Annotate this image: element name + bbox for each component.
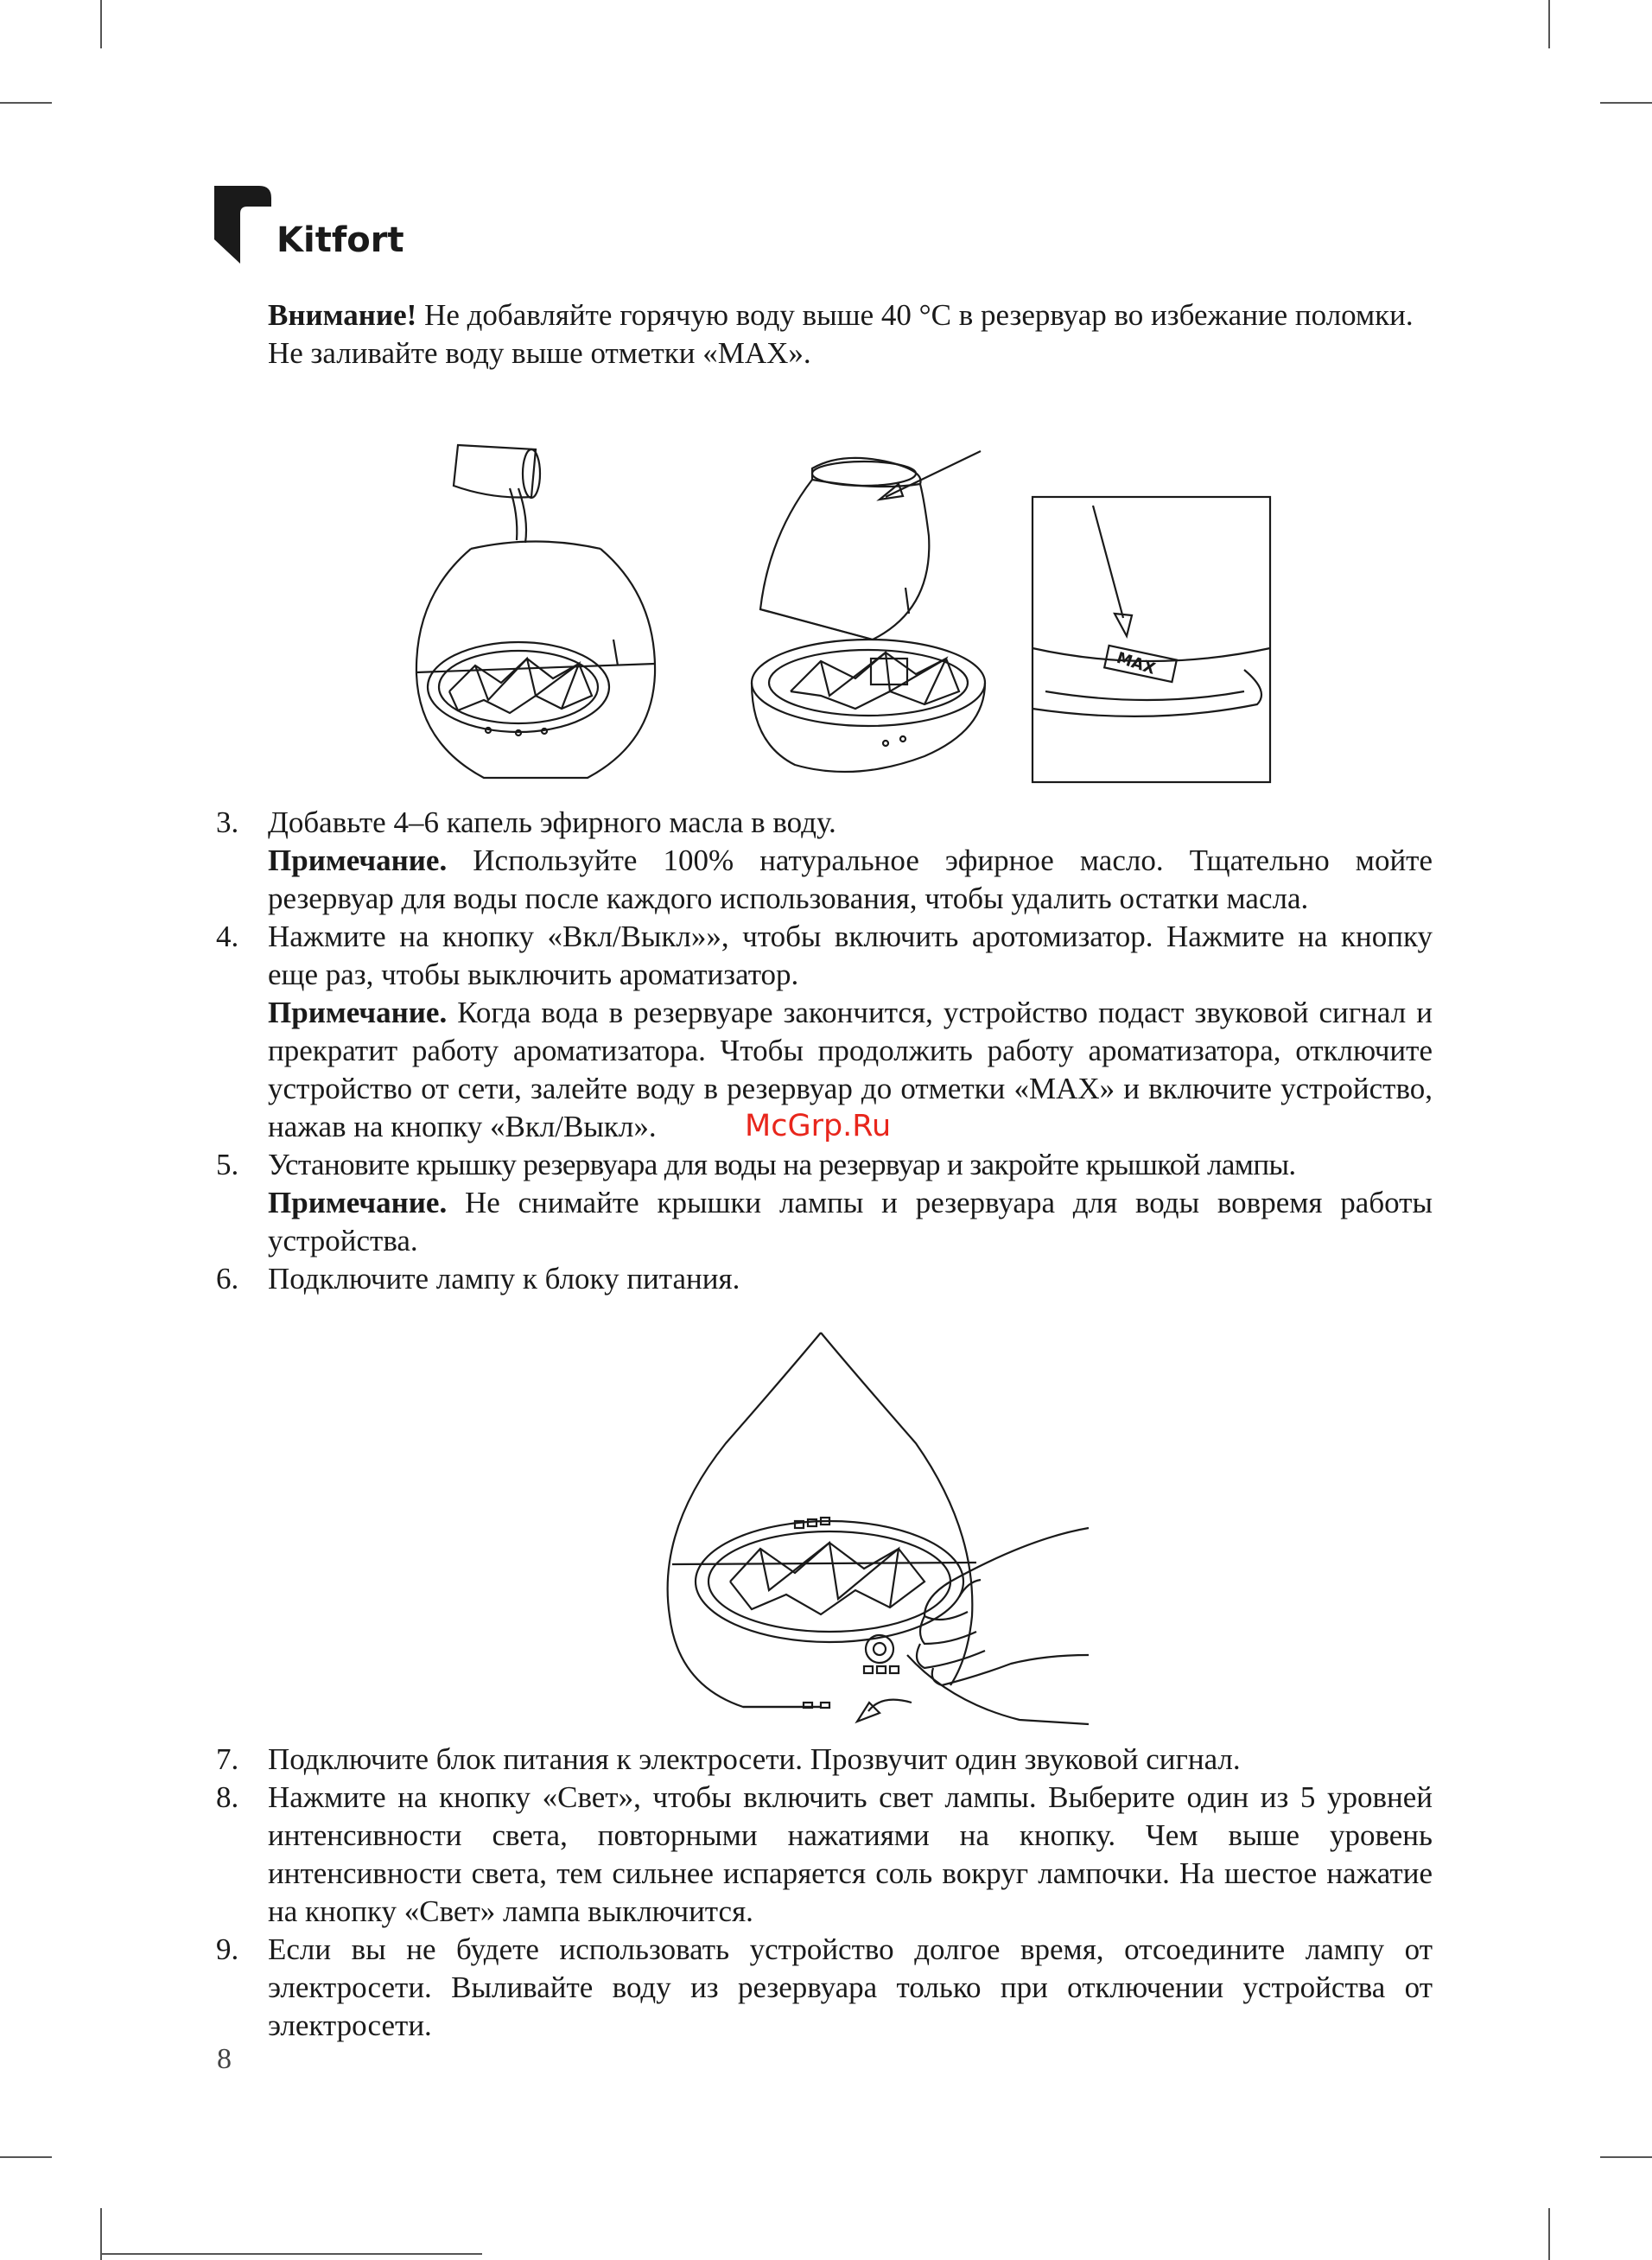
step-7 bbox=[216, 1741, 1433, 1779]
note-text: Когда вода в резервуаре закончится, устройство подаст звуковой сигнал и прекратит работу ароматизатора. Чтобы продолжить работу ароматизатора, отключите устройство от сети, залейте воду в резервуар до отметки «MAX» и включите устройство, нажав на кнопку «Вкл/Выкл». bbox=[268, 996, 1433, 1143]
crop-mark bbox=[0, 102, 52, 104]
brand-name: Kitfort bbox=[276, 220, 404, 260]
step-8 bbox=[216, 1779, 1433, 1931]
kitfort-logo-mark bbox=[214, 186, 271, 264]
opened-lamp-illustration bbox=[752, 451, 985, 772]
step-text: Подключите лампу к блоку питания. bbox=[268, 1262, 740, 1296]
crop-mark bbox=[1600, 102, 1652, 104]
page-number: 8 bbox=[217, 2043, 232, 2075]
crop-mark bbox=[0, 2156, 52, 2158]
step-text: Если вы не будете использовать устройство долгое время, отсоедините лампу от электросети. Выливайте воду из резервуара только при отключении устройства от электросети. bbox=[268, 1932, 1433, 2042]
step-text: Установите крышку резервуара для воды на резервуар и закройте крышкой лампы. bbox=[268, 1148, 1296, 1181]
step-number: 5. bbox=[216, 1148, 239, 1181]
step-5 bbox=[216, 1146, 1433, 1260]
step-text: Нажмите на кнопку «Свет», чтобы включить свет лампы. Выберите один из 5 уровней интенсивности света, повторными нажатиями на кнопку. Чем выше уровень интенсивности света, тем сильнее испаряется соль вокруг лампочки. На шестое нажатие на кнопку «Свет» лампа выключится. bbox=[268, 1780, 1433, 1928]
note-text: Используйте 100% натуральное эфирное масло. Тщательно мойте резервуар для воды после каждого использования, чтобы удалить остатки масла. bbox=[268, 844, 1433, 915]
lamp-illustration bbox=[668, 1333, 976, 1708]
warning-max-text: Не заливайте воду выше отметки «MAX». bbox=[268, 336, 811, 370]
max-mark-detail-box bbox=[1032, 497, 1270, 782]
step-number: 8. bbox=[216, 1780, 239, 1814]
crop-mark bbox=[1600, 2156, 1652, 2158]
note-label: Примечание. bbox=[268, 844, 448, 877]
step-text: Подключите блок питания к электросети. Прозвучит один звуковой сигнал. bbox=[268, 1742, 1241, 1776]
humidifier-base-illustration bbox=[416, 542, 655, 779]
rotation-arrow bbox=[857, 1700, 912, 1722]
figure-connect-power bbox=[665, 1322, 1097, 1737]
max-mark-label: MAX bbox=[1114, 648, 1158, 678]
crop-mark bbox=[100, 2208, 102, 2260]
step-9 bbox=[216, 1931, 1433, 2045]
pouring-cup-illustration bbox=[454, 445, 540, 543]
crop-mark bbox=[102, 2253, 482, 2255]
step-3 bbox=[216, 804, 1433, 918]
step-number: 6. bbox=[216, 1262, 239, 1296]
step-number: 9. bbox=[216, 1932, 239, 1966]
step-number: 4. bbox=[216, 920, 239, 953]
step-number: 7. bbox=[216, 1742, 239, 1776]
note-label: Примечание. bbox=[268, 1186, 448, 1219]
step-number: 3. bbox=[216, 805, 239, 839]
note-text: Не снимайте крышки лампы и резервуара для воды вовремя работы устройства. bbox=[268, 1186, 1433, 1257]
note-label: Примечание. bbox=[268, 996, 448, 1029]
warning-label: Внимание! bbox=[268, 298, 417, 332]
watermark: McGrp.Ru bbox=[745, 1109, 892, 1143]
crop-mark bbox=[1548, 0, 1550, 48]
crop-mark bbox=[100, 0, 102, 48]
warning-text: Не добавляйте горячую воду выше 40 °C в резервуар во избежание поломки. bbox=[416, 298, 1414, 332]
brand-logo bbox=[214, 186, 404, 264]
step-text: Добавьте 4–6 капель эфирного масла в воду. bbox=[268, 805, 836, 839]
warning-block bbox=[268, 296, 1433, 372]
crop-mark bbox=[1548, 2208, 1550, 2260]
step-text: Нажмите на кнопку «Вкл/Выкл»», чтобы включить аротомизатор. Нажмите на кнопку еще раз, чтобы выключить ароматизатор. bbox=[268, 920, 1433, 991]
step-6 bbox=[216, 1260, 1433, 1298]
figure-pour-water bbox=[406, 432, 1270, 791]
